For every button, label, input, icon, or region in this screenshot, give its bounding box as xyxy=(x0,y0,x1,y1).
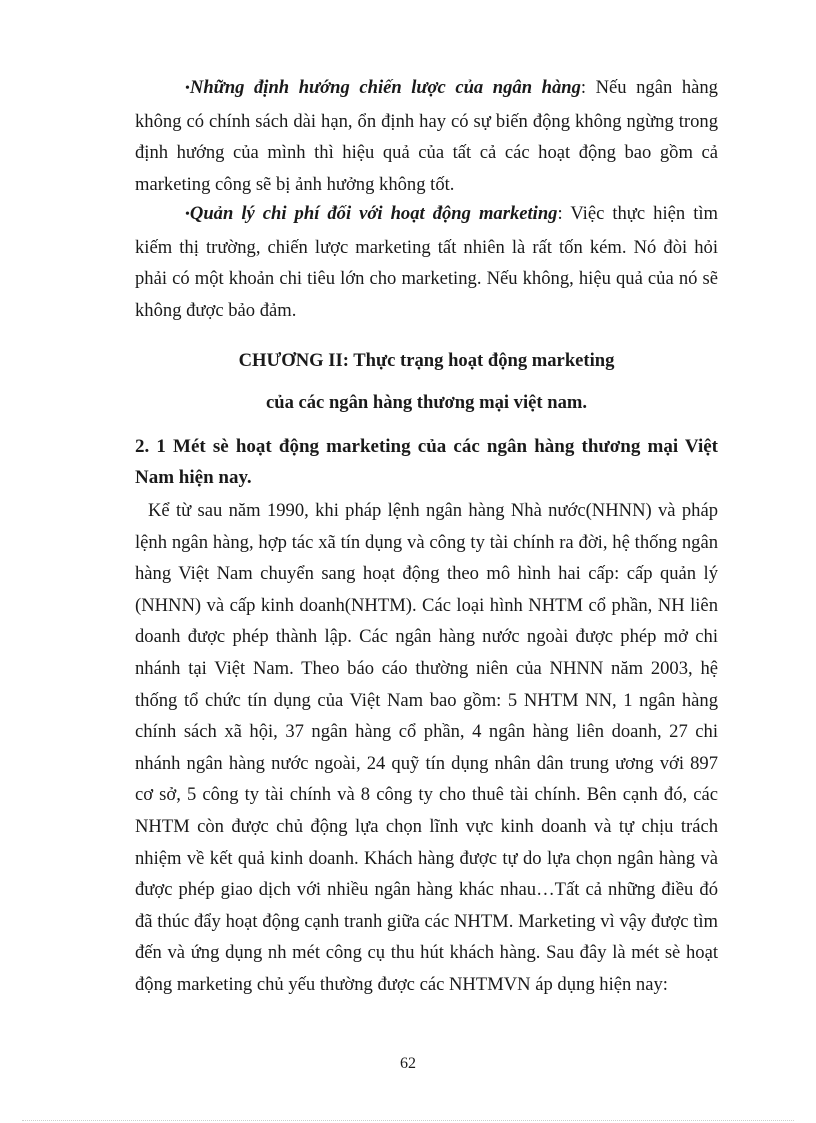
bullet-text: : Nếu ngân hàng không có chính sách dài hạn, ổn định hay có sự biến động không ngừng trong định hướng của mình thì hiệu quả của tất cả các hoạt động bao gồm cả marketing công sẽ bị ảnh hưởng không tốt. xyxy=(135,77,718,195)
bullet-term: Quản lý chi phí đối với hoạt động marketing xyxy=(189,203,558,224)
body-paragraph: Kể từ sau năm 1990, khi pháp lệnh ngân hàng Nhà nước(NHNN) và pháp lệnh ngân hàng, hợp tác xã tín dụng và công ty tài chính ra đời, hệ thống ngân hàng Việt Nam chuyển sang hoạt động theo mô hình hai cấp: cấp quản lý (NHNN) và cấp kinh doanh(NHTM). Các loại hình NHTM cổ phần, NH liên doanh được phép thành lập. Các ngân hàng nước ngoài được phép mở chi nhánh tại Việt Nam. Theo báo cáo thường niên của NHNN năm 2003, hệ thống tổ chức tín dụng của Việt Nam bao gồm: 5 NHTM NN, 1 ngân hàng chính sách xã hội, 37 ngân hàng cổ phần, 4 ngân hàng liên doanh, 27 chi nhánh ngân hàng nước ngoài, 24 quỹ tín dụng nhân dân trung ương với 897 cơ sở, 5 công ty tài chính và 8 công ty cho thuê tài chính. Bên cạnh đó, các NHTM còn được chủ động lựa chọn lĩnh vực kinh doanh và tự chịu trách nhiệm về kết quả kinh doanh. Khách hàng được tự do lựa chọn ngân hàng và được phép giao dịch với nhiều ngân hàng khác nhau…Tất cả những điều đó đã thúc đẩy hoạt động cạnh tranh giữa các NHTM. Marketing vì vậy được tìm đến và ứng dụng nh mét công cụ thu hút khách hàng. Sau đây là mét sè hoạt động marketing chủ yếu thường được các NHTMVN áp dụng hiện nay: xyxy=(135,500,718,995)
bullet-paragraph-cost xyxy=(135,198,718,326)
bullet-term: Những định hướng chiến lược của ngân hàng xyxy=(189,77,581,98)
bullet-paragraph-strategy xyxy=(135,72,718,200)
chapter-title-line1: CHƯƠNG II: Thực trạng hoạt động marketing xyxy=(238,350,615,371)
page-number: 62 xyxy=(400,1055,416,1072)
page-bottom-border xyxy=(22,1120,794,1121)
section-heading: 2. 1 Mét sè hoạt động marketing của các ngân hàng thương mại Việt Nam hiện nay. xyxy=(135,436,718,488)
bullet-icon: • xyxy=(185,207,190,222)
bullet-icon: • xyxy=(185,81,190,96)
bullet-text: : Việc thực hiện tìm kiếm thị trường, chiến lược marketing tất nhiên là rất tốn kém. Nó đòi hỏi phải có một khoản chi tiêu lớn cho marketing. Nếu không, hiệu quả của nó sẽ không được bảo đảm. xyxy=(135,203,718,321)
chapter-title-line2: của các ngân hàng thương mại việt nam. xyxy=(265,392,588,413)
